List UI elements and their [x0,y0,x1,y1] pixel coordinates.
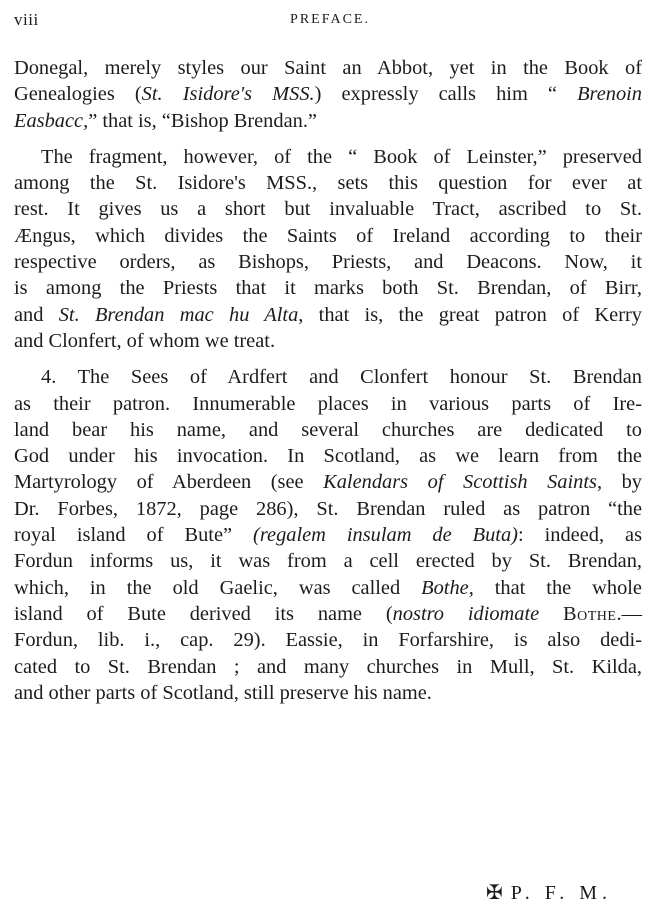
small-caps-text: Bothe [563,602,617,625]
italic-text: (regalem insulam de Buta) [253,524,518,547]
text-line: respective orders, as Bishops, Priests, and Deacons. Now, it [14,251,642,274]
text-line: royal island of Bute” (regalem insulam de Buta): indeed, as [14,524,642,547]
italic-text: Bothe [421,576,469,599]
text-line: is among the Priests that it marks both St. Brendan, of Birr, [14,277,642,300]
page-header [14,6,646,34]
text-line: Easbacc,” that is, “Bishop Brendan.” [14,109,317,132]
text-line: God under his invocation. In Scotland, as we learn from the [14,445,642,468]
text-line: Genealogies (St. Isidore's MSS.) expressly calls him “ Brenoin [14,83,642,106]
paragraph [14,144,642,354]
paragraph [14,55,642,134]
text-line: Fordun informs us, it was from a cell erected by St. Brendan, [14,550,642,573]
text-line: island of Bute derived its name (nostro idiomate Bothe.— [14,602,642,625]
signature-initials: P. F. M. [510,882,612,904]
body-text [14,55,642,706]
text-line: The fragment, however, of the “ Book of Leinster,” preserved [41,145,642,168]
italic-text: nostro idiomate [392,602,540,625]
text-line: Donegal, merely styles our Saint an Abbot, yet in the Book of [14,57,642,79]
text-line: Ængus, which divides the Saints of Ireland according to their [14,224,642,247]
text-line: land bear his name, and several churches are dedicated to [14,418,642,441]
italic-text: Easbacc, [14,109,89,132]
running-title: PREFACE. [290,12,370,27]
page-number: viii [14,10,39,29]
text-line: cated to St. Brendan ; and many churches in Mull, St. Kilda, [14,655,642,678]
text-line: rest. It gives us a short but invaluable Tract, ascribed to St. [14,198,642,221]
italic-text: St. Isidore's MSS. [141,83,315,106]
text-line: and other parts of Scotland, still preserve his name. [14,681,432,704]
paragraph-gap [14,134,642,144]
text-line: 4. The Sees of Ardfert and Clonfert honour St. Brendan [41,366,642,389]
text-line: and Clonfert, of whom we treat. [14,329,276,352]
signature [486,880,612,905]
text-line: and St. Brendan mac hu Alta, that is, the great patron of Kerry [14,303,642,326]
text-line: Martyrology of Aberdeen (see Kalendars of Scottish Saints, by [14,471,642,494]
italic-text: Brenoin [577,83,642,106]
text-line: Fordun, lib. i., cap. 29). Eassie, in Forfarshire, is also dedi- [14,629,642,652]
text-line: among the St. Isidore's MSS., sets this question for ever at [14,172,642,195]
text-line: as their patron. Innumerable places in various parts of Ire- [14,392,642,415]
paragraph [14,364,642,706]
text-line: Dr. Forbes, 1872, page 286), St. Brendan ruled as patron “the [14,497,642,520]
cross-pattee-icon: ✠ [486,882,503,904]
paragraph-gap [14,354,642,364]
italic-text: Kalendars of Scottish Saints [323,471,597,494]
italic-text: St. Brendan mac hu Alta [58,303,299,326]
text-line: which, in the old Gaelic, was called Bothe, that the whole [14,576,642,599]
